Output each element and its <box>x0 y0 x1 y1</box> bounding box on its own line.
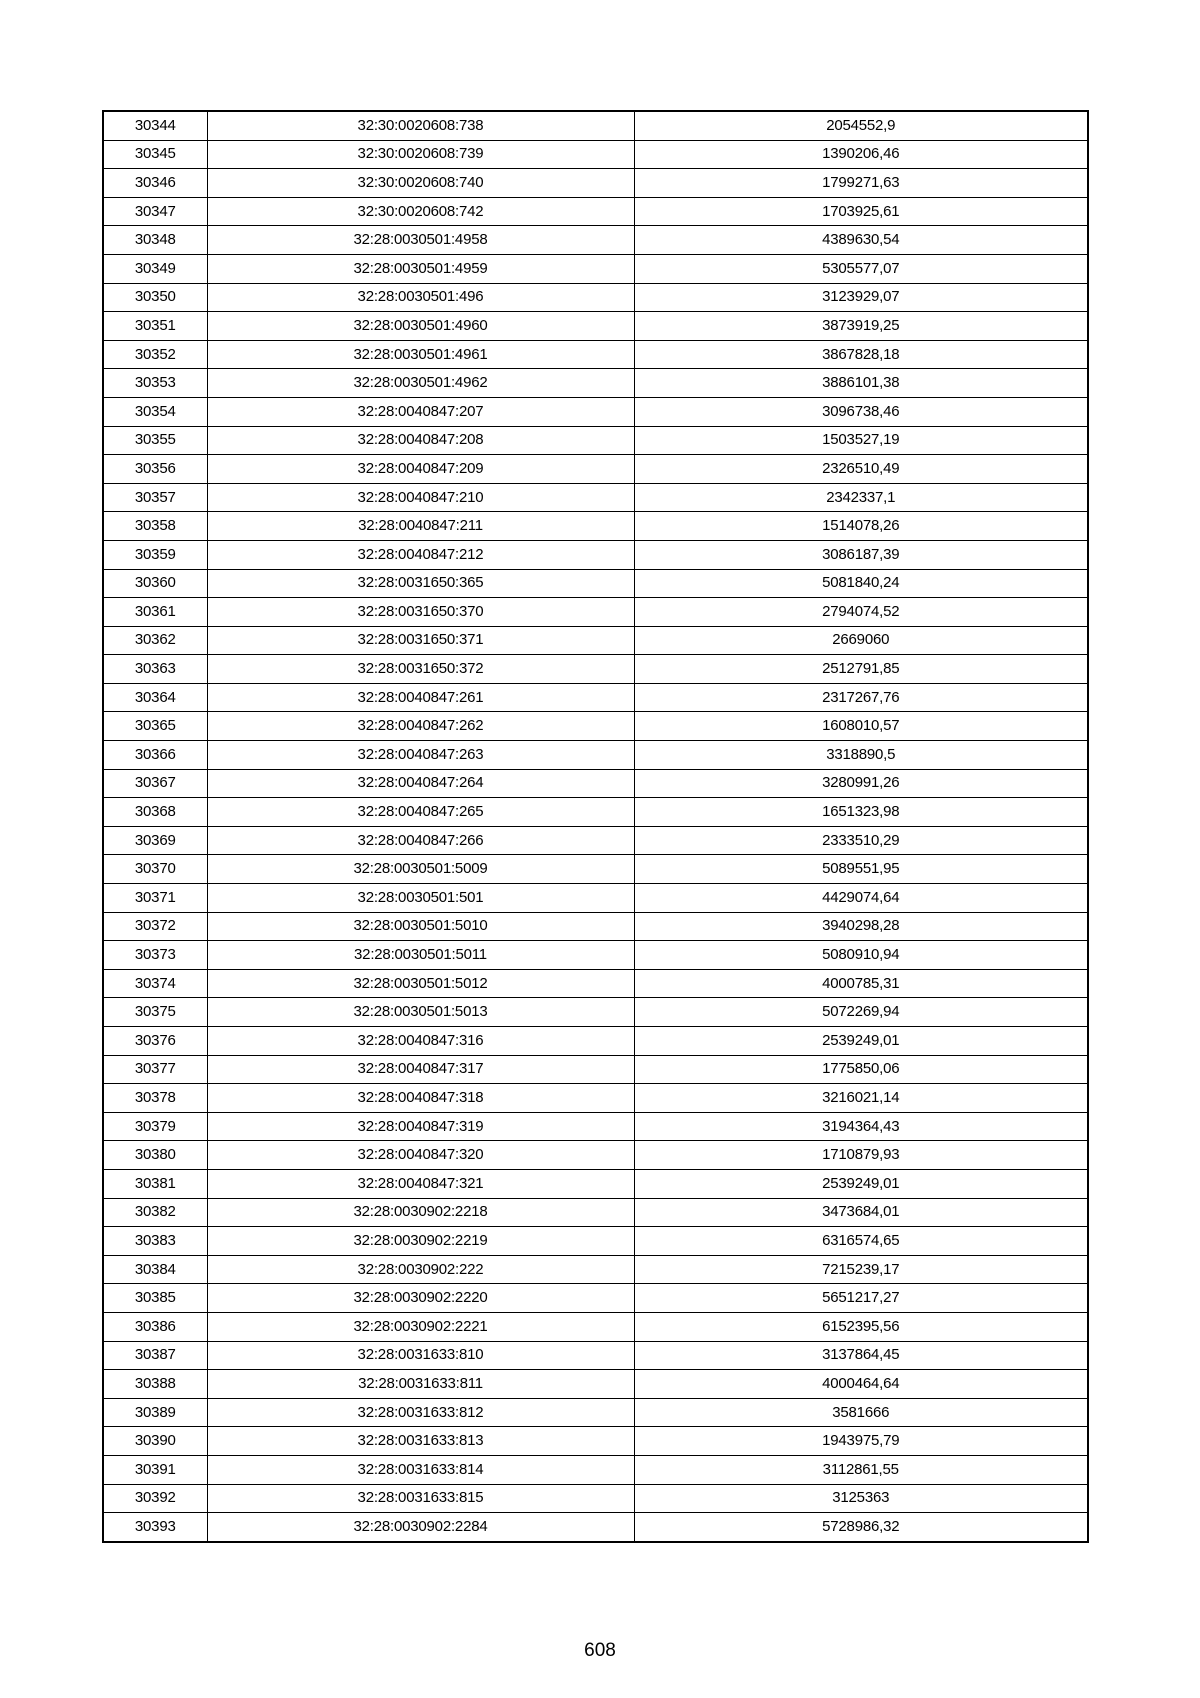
table-row <box>103 111 1088 140</box>
table-row <box>103 655 1088 684</box>
row-number-cell: 30389 <box>103 1398 207 1427</box>
value-cell: 3086187,39 <box>634 540 1088 569</box>
cadastral-number-cell: 32:28:0040847:209 <box>207 455 634 484</box>
value-cell: 3886101,38 <box>634 369 1088 398</box>
table-row <box>103 1112 1088 1141</box>
value-cell: 6316574,65 <box>634 1227 1088 1256</box>
table-row <box>103 912 1088 941</box>
value-cell: 3194364,43 <box>634 1112 1088 1141</box>
table-row <box>103 369 1088 398</box>
value-cell: 1390206,46 <box>634 140 1088 169</box>
table-row <box>103 1141 1088 1170</box>
value-cell: 5072269,94 <box>634 998 1088 1027</box>
cadastral-number-cell: 32:28:0031633:812 <box>207 1398 634 1427</box>
table-row <box>103 741 1088 770</box>
value-cell: 5651217,27 <box>634 1284 1088 1313</box>
cadastral-number-cell: 32:28:0040847:266 <box>207 826 634 855</box>
table-row <box>103 769 1088 798</box>
table-row <box>103 140 1088 169</box>
cadastral-number-cell: 32:28:0031650:365 <box>207 569 634 598</box>
row-number-cell: 30366 <box>103 741 207 770</box>
row-number-cell: 30358 <box>103 512 207 541</box>
value-cell: 2794074,52 <box>634 598 1088 627</box>
cadastral-number-cell: 32:28:0031650:371 <box>207 626 634 655</box>
value-cell: 2317267,76 <box>634 683 1088 712</box>
table-row <box>103 1398 1088 1427</box>
row-number-cell: 30360 <box>103 569 207 598</box>
value-cell: 1703925,61 <box>634 197 1088 226</box>
cadastral-number-cell: 32:28:0030501:5010 <box>207 912 634 941</box>
row-number-cell: 30361 <box>103 598 207 627</box>
row-number-cell: 30376 <box>103 1027 207 1056</box>
table-row <box>103 397 1088 426</box>
row-number-cell: 30355 <box>103 426 207 455</box>
value-cell: 4389630,54 <box>634 226 1088 255</box>
row-number-cell: 30368 <box>103 798 207 827</box>
table-row <box>103 884 1088 913</box>
value-cell: 1710879,93 <box>634 1141 1088 1170</box>
row-number-cell: 30356 <box>103 455 207 484</box>
table-row <box>103 1169 1088 1198</box>
value-cell: 1775850,06 <box>634 1055 1088 1084</box>
cadastral-number-cell: 32:28:0030902:222 <box>207 1255 634 1284</box>
row-number-cell: 30387 <box>103 1341 207 1370</box>
cadastral-number-cell: 32:28:0030501:5009 <box>207 855 634 884</box>
row-number-cell: 30344 <box>103 111 207 140</box>
table-row <box>103 1084 1088 1113</box>
row-number-cell: 30382 <box>103 1198 207 1227</box>
value-cell: 2539249,01 <box>634 1027 1088 1056</box>
cadastral-number-cell: 32:28:0031650:370 <box>207 598 634 627</box>
table-row <box>103 1227 1088 1256</box>
value-cell: 5728986,32 <box>634 1513 1088 1542</box>
value-cell: 3318890,5 <box>634 741 1088 770</box>
table-row <box>103 283 1088 312</box>
row-number-cell: 30353 <box>103 369 207 398</box>
value-cell: 2539249,01 <box>634 1169 1088 1198</box>
row-number-cell: 30374 <box>103 969 207 998</box>
table-row <box>103 998 1088 1027</box>
table-row <box>103 1198 1088 1227</box>
table-container <box>102 110 1087 1543</box>
cadastral-number-cell: 32:28:0030501:4958 <box>207 226 634 255</box>
value-cell: 2342337,1 <box>634 483 1088 512</box>
table-row <box>103 226 1088 255</box>
cadastral-number-cell: 32:28:0030501:4959 <box>207 254 634 283</box>
table-row <box>103 1427 1088 1456</box>
table-body <box>103 111 1088 1542</box>
cadastral-number-cell: 32:30:0020608:739 <box>207 140 634 169</box>
cadastral-number-cell: 32:30:0020608:738 <box>207 111 634 140</box>
table-row <box>103 1027 1088 1056</box>
value-cell: 4000464,64 <box>634 1370 1088 1399</box>
cadastral-number-cell: 32:28:0030501:4962 <box>207 369 634 398</box>
cadastral-number-cell: 32:28:0031633:814 <box>207 1455 634 1484</box>
row-number-cell: 30347 <box>103 197 207 226</box>
cadastral-number-cell: 32:28:0040847:207 <box>207 397 634 426</box>
value-cell: 3873919,25 <box>634 312 1088 341</box>
table-row <box>103 340 1088 369</box>
table-row <box>103 426 1088 455</box>
table-row <box>103 1055 1088 1084</box>
row-number-cell: 30363 <box>103 655 207 684</box>
cadastral-number-cell: 32:28:0030501:496 <box>207 283 634 312</box>
table-row <box>103 1513 1088 1542</box>
cadastral-number-cell: 32:28:0040847:316 <box>207 1027 634 1056</box>
row-number-cell: 30390 <box>103 1427 207 1456</box>
table-row <box>103 826 1088 855</box>
row-number-cell: 30386 <box>103 1312 207 1341</box>
table-row <box>103 1455 1088 1484</box>
value-cell: 5305577,07 <box>634 254 1088 283</box>
cadastral-number-cell: 32:28:0040847:212 <box>207 540 634 569</box>
table-row <box>103 169 1088 198</box>
cadastral-number-cell: 32:28:0030501:5013 <box>207 998 634 1027</box>
table-row <box>103 969 1088 998</box>
table-row <box>103 1312 1088 1341</box>
table-row <box>103 798 1088 827</box>
cadastral-number-cell: 32:28:0030501:4960 <box>207 312 634 341</box>
table-row <box>103 626 1088 655</box>
value-cell: 1503527,19 <box>634 426 1088 455</box>
page-number: 608 <box>584 1640 616 1661</box>
value-cell: 3581666 <box>634 1398 1088 1427</box>
row-number-cell: 30385 <box>103 1284 207 1313</box>
row-number-cell: 30364 <box>103 683 207 712</box>
row-number-cell: 30392 <box>103 1484 207 1513</box>
row-number-cell: 30378 <box>103 1084 207 1113</box>
value-cell: 2054552,9 <box>634 111 1088 140</box>
cadastral-number-cell: 32:28:0040847:211 <box>207 512 634 541</box>
row-number-cell: 30357 <box>103 483 207 512</box>
row-number-cell: 30391 <box>103 1455 207 1484</box>
cadastral-number-cell: 32:28:0040847:321 <box>207 1169 634 1198</box>
cadastral-number-cell: 32:30:0020608:740 <box>207 169 634 198</box>
value-cell: 2326510,49 <box>634 455 1088 484</box>
cadastral-number-cell: 32:28:0030902:2219 <box>207 1227 634 1256</box>
table-row <box>103 569 1088 598</box>
table-row <box>103 1341 1088 1370</box>
value-cell: 4429074,64 <box>634 884 1088 913</box>
row-number-cell: 30346 <box>103 169 207 198</box>
row-number-cell: 30371 <box>103 884 207 913</box>
table-row <box>103 455 1088 484</box>
value-cell: 2669060 <box>634 626 1088 655</box>
value-cell: 5081840,24 <box>634 569 1088 598</box>
value-cell: 1514078,26 <box>634 512 1088 541</box>
row-number-cell: 30362 <box>103 626 207 655</box>
cadastral-number-cell: 32:28:0040847:261 <box>207 683 634 712</box>
cadastral-number-cell: 32:28:0040847:320 <box>207 1141 634 1170</box>
table-row <box>103 712 1088 741</box>
cadastral-number-cell: 32:28:0040847:264 <box>207 769 634 798</box>
cadastral-number-cell: 32:28:0031633:810 <box>207 1341 634 1370</box>
cadastral-number-cell: 32:28:0030902:2220 <box>207 1284 634 1313</box>
row-number-cell: 30351 <box>103 312 207 341</box>
row-number-cell: 30367 <box>103 769 207 798</box>
row-number-cell: 30375 <box>103 998 207 1027</box>
cadastral-number-cell: 32:28:0031633:815 <box>207 1484 634 1513</box>
cadastral-number-cell: 32:28:0030902:2218 <box>207 1198 634 1227</box>
row-number-cell: 30349 <box>103 254 207 283</box>
row-number-cell: 30352 <box>103 340 207 369</box>
row-number-cell: 30365 <box>103 712 207 741</box>
row-number-cell: 30377 <box>103 1055 207 1084</box>
cadastral-number-cell: 32:28:0030902:2221 <box>207 1312 634 1341</box>
value-cell: 1943975,79 <box>634 1427 1088 1456</box>
value-cell: 3867828,18 <box>634 340 1088 369</box>
row-number-cell: 30384 <box>103 1255 207 1284</box>
row-number-cell: 30373 <box>103 941 207 970</box>
row-number-cell: 30381 <box>103 1169 207 1198</box>
value-cell: 5089551,95 <box>634 855 1088 884</box>
cadastral-number-cell: 32:28:0030501:5011 <box>207 941 634 970</box>
table-row <box>103 855 1088 884</box>
value-cell: 3123929,07 <box>634 283 1088 312</box>
cadastral-number-cell: 32:28:0031633:813 <box>207 1427 634 1456</box>
table-row <box>103 683 1088 712</box>
table-row <box>103 941 1088 970</box>
value-cell: 3096738,46 <box>634 397 1088 426</box>
cadastral-number-cell: 32:28:0040847:262 <box>207 712 634 741</box>
table-row <box>103 483 1088 512</box>
value-cell: 6152395,56 <box>634 1312 1088 1341</box>
value-cell: 1799271,63 <box>634 169 1088 198</box>
cadastral-number-cell: 32:28:0040847:317 <box>207 1055 634 1084</box>
cadastral-number-cell: 32:28:0040847:263 <box>207 741 634 770</box>
value-cell: 5080910,94 <box>634 941 1088 970</box>
row-number-cell: 30379 <box>103 1112 207 1141</box>
row-number-cell: 30345 <box>103 140 207 169</box>
row-number-cell: 30348 <box>103 226 207 255</box>
table-row <box>103 1370 1088 1399</box>
row-number-cell: 30380 <box>103 1141 207 1170</box>
value-cell: 1651323,98 <box>634 798 1088 827</box>
row-number-cell: 30370 <box>103 855 207 884</box>
row-number-cell: 30369 <box>103 826 207 855</box>
cadastral-number-cell: 32:28:0040847:208 <box>207 426 634 455</box>
cadastral-number-cell: 32:28:0030501:5012 <box>207 969 634 998</box>
table-row <box>103 312 1088 341</box>
table-row <box>103 1255 1088 1284</box>
row-number-cell: 30354 <box>103 397 207 426</box>
row-number-cell: 30372 <box>103 912 207 941</box>
table-row <box>103 1484 1088 1513</box>
value-cell: 3940298,28 <box>634 912 1088 941</box>
row-number-cell: 30350 <box>103 283 207 312</box>
value-cell: 1608010,57 <box>634 712 1088 741</box>
cadastral-number-cell: 32:30:0020608:742 <box>207 197 634 226</box>
value-cell: 3137864,45 <box>634 1341 1088 1370</box>
value-cell: 4000785,31 <box>634 969 1088 998</box>
table-row <box>103 1284 1088 1313</box>
row-number-cell: 30359 <box>103 540 207 569</box>
cadastral-number-cell: 32:28:0030501:4961 <box>207 340 634 369</box>
cadastral-number-cell: 32:28:0031650:372 <box>207 655 634 684</box>
cadastral-number-cell: 32:28:0040847:319 <box>207 1112 634 1141</box>
value-cell: 3112861,55 <box>634 1455 1088 1484</box>
value-cell: 2333510,29 <box>634 826 1088 855</box>
value-cell: 3216021,14 <box>634 1084 1088 1113</box>
row-number-cell: 30388 <box>103 1370 207 1399</box>
table-row <box>103 512 1088 541</box>
value-cell: 3280991,26 <box>634 769 1088 798</box>
table-row <box>103 197 1088 226</box>
cadastral-number-cell: 32:28:0040847:318 <box>207 1084 634 1113</box>
value-cell: 2512791,85 <box>634 655 1088 684</box>
cadastral-value-table <box>102 110 1089 1543</box>
value-cell: 7215239,17 <box>634 1255 1088 1284</box>
row-number-cell: 30393 <box>103 1513 207 1542</box>
table-row <box>103 598 1088 627</box>
cadastral-number-cell: 32:28:0030501:501 <box>207 884 634 913</box>
cadastral-number-cell: 32:28:0031633:811 <box>207 1370 634 1399</box>
row-number-cell: 30383 <box>103 1227 207 1256</box>
cadastral-number-cell: 32:28:0030902:2284 <box>207 1513 634 1542</box>
table-row <box>103 254 1088 283</box>
table-row <box>103 540 1088 569</box>
value-cell: 3473684,01 <box>634 1198 1088 1227</box>
cadastral-number-cell: 32:28:0040847:210 <box>207 483 634 512</box>
cadastral-number-cell: 32:28:0040847:265 <box>207 798 634 827</box>
value-cell: 3125363 <box>634 1484 1088 1513</box>
